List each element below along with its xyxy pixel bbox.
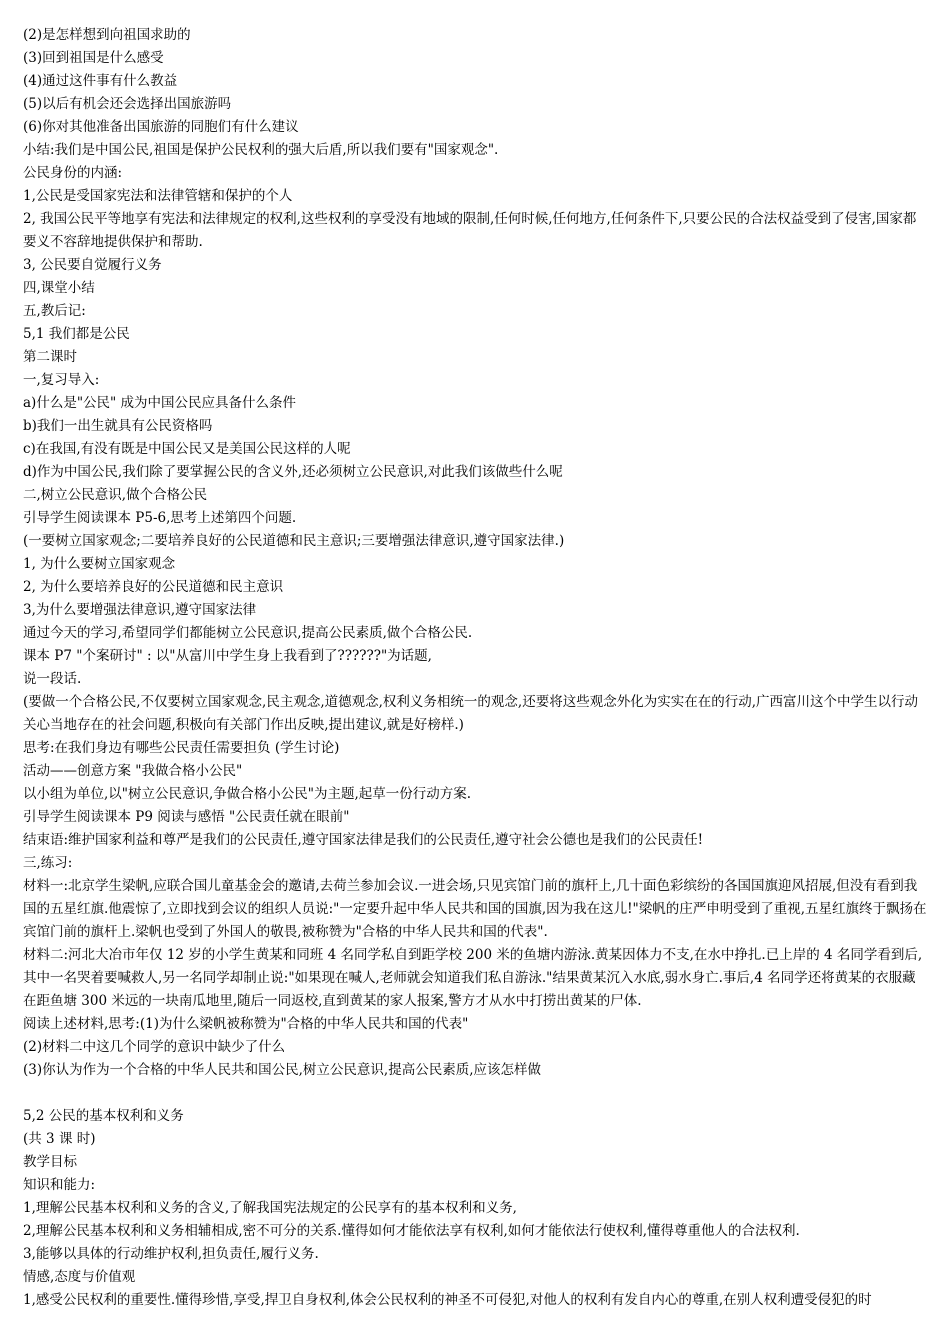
text-line: 教学目标 <box>23 1154 77 1170</box>
text-line: 以小组为单位,以"树立公民意识,争做合格小公民"为主题,起草一份行动方案. <box>23 786 472 802</box>
text-line: d)作为中国公民,我们除了要掌握公民的含义外,还必须树立公民意识,对此我们该做些什么呢 <box>23 464 563 480</box>
text-line: 一,复习导入: <box>23 372 100 388</box>
text-line: (6)你对其他准备出国旅游的同胞们有什么建议 <box>23 119 299 135</box>
text-line: 说一段话. <box>23 671 82 687</box>
text-line: (2)材料二中这几个同学的意识中缺少了什么 <box>23 1039 286 1055</box>
text-line: 3,为什么要增强法律意识,遵守国家法律 <box>23 602 257 618</box>
text-line: c)在我国,有没有既是中国公民又是美国公民这样的人呢 <box>23 441 351 457</box>
text-line: b)我们一出生就具有公民资格吗 <box>23 418 213 434</box>
text-line: 小结:我们是中国公民,祖国是保护公民权利的强大后盾,所以我们要有"国家观念". <box>23 142 499 158</box>
text-line: a)什么是"公民" 成为中国公民应具备什么条件 <box>23 395 297 411</box>
text-line: 思考:在我们身边有哪些公民责任需要担负 (学生讨论) <box>23 740 340 756</box>
text-line: 1, 为什么要树立国家观念 <box>23 556 176 572</box>
text-line: 2, 我国公民平等地享有宪法和法律规定的权利,这些权利的享受没有地域的限制,任何时候,任何地方,任何条件下,只要公民的合法权益受到了侵害,国家都要义不容辞地提供保护和帮助. <box>23 211 917 250</box>
text-line: 四,课堂小结 <box>23 280 95 296</box>
text-line: 知识和能力: <box>23 1177 96 1193</box>
text-line: 1,公民是受国家宪法和法律管辖和保护的个人 <box>23 188 293 204</box>
text-line: (一要树立国家观念;二要培养良好的公民道德和民主意识;三要增强法律意识,遵守国家法律.) <box>23 533 565 549</box>
text-line: 二,树立公民意识,做个合格公民 <box>23 487 208 503</box>
text-line: 2,理解公民基本权利和义务相辅相成,密不可分的关系.懂得如何才能依法享有权利,如何才能依法行使权利,懂得尊重他人的合法权利. <box>23 1223 800 1239</box>
text-line: (共 3 课 时) <box>23 1131 96 1147</box>
text-line: 1,理解公民基本权利和义务的含义,了解我国宪法规定的公民享有的基本权利和义务, <box>23 1200 517 1216</box>
text-line: (5)以后有机会还会选择出国旅游吗 <box>23 96 232 112</box>
text-line: (3)回到祖国是什么感受 <box>23 50 164 66</box>
text-line: 1,感受公民权利的重要性.懂得珍惜,享受,捍卫自身权利,体会公民权利的神圣不可侵犯,对他人的权利有发自内心的尊重,在别人权利遭受侵犯的时 <box>23 1292 872 1308</box>
text-line: 材料一:北京学生梁帆,应联合国儿童基金会的邀请,去荷兰参加会议.一进会场,只见宾馆门前的旗杆上,几十面色彩缤纷的各国国旗迎风招展,但没有看到我国的五星红旗.他震惊了,立即找到会议的组织人员说:"一定要升起中华人民共和国的国旗,因为我在这儿!"梁帆的庄严申明受到了重视,五星红旗终于飘扬在宾馆门前的旗杆上.梁帆也受到了外国人的敬畏,被称赞为"合格的中华人民共和国的代表". <box>23 878 927 940</box>
text-line: 公民身份的内涵: <box>23 165 123 181</box>
text-line: (4)通过这件事有什么教益 <box>23 73 178 89</box>
text-line: 5,2 公民的基本权利和义务 <box>23 1108 184 1124</box>
text-line: 活动——创意方案 "我做合格小公民" <box>23 763 243 779</box>
text-line: 结束语:维护国家利益和尊严是我们的公民责任,遵守国家法律是我们的公民责任,遵守社会公德也是我们的公民责任! <box>23 832 704 848</box>
text-line: 3, 公民要自觉履行义务 <box>23 257 162 273</box>
text-line: 引导学生阅读课本 P9 阅读与感悟 "公民责任就在眼前" <box>23 809 350 825</box>
text-line: (3)你认为作为一个合格的中华人民共和国公民,树立公民意识,提高公民素质,应该怎样做 <box>23 1062 541 1078</box>
text-line: 引导学生阅读课本 P5-6,思考上述第四个问题. <box>23 510 297 526</box>
text-line: 通过今天的学习,希望同学们都能树立公民意识,提高公民素质,做个合格公民. <box>23 625 473 641</box>
text-line: 2, 为什么要培养良好的公民道德和民主意识 <box>23 579 284 595</box>
text-line: 三,练习: <box>23 855 73 871</box>
text-line: 情感,态度与价值观 <box>23 1269 136 1285</box>
text-line: (2)是怎样想到向祖国求助的 <box>23 27 191 43</box>
text-line: 第二课时 <box>23 349 77 365</box>
text-line: 3,能够以具体的行动维护权利,担负责任,履行义务. <box>23 1246 319 1262</box>
text-line: 阅读上述材料,思考:(1)为什么梁帆被称赞为"合格的中华人民共和国的代表" <box>23 1016 469 1032</box>
text-line: (要做一个合格公民,不仅要树立国家观念,民主观念,道德观念,权利义务相统一的观念,还要将这些观念外化为实实在在的行动,广西富川这个中学生以行动关心当地存在的社会问题,积极向有关部门作出反映,提出建议,就是好榜样.) <box>23 694 919 733</box>
text-line: 五,教后记: <box>23 303 86 319</box>
text-line: 5,1 我们都是公民 <box>23 326 130 342</box>
text-line: 课本 P7 "个案研讨" : 以"从富川中学生身上我看到了??????"为话题, <box>23 648 432 664</box>
text-line: 材料二:河北大冶市年仅 12 岁的小学生黄某和同班 4 名同学私自到距学校 200 米的鱼塘内游泳.黄某因体力不支,在水中挣扎.已上岸的 4 名同学看到后,其中一名哭着要喊救人,另一名同学却制止说:"如果现在喊人,老师就会知道我们私自游泳."结果黄某沉入水底,弱水身亡.事后,4 名同学还将黄某的衣服藏在距鱼塘 300 米远的一块南瓜地里,随后一同返校,直到黄某的家人报案,警方才从水中打捞出黄某的尸体. <box>23 947 923 1009</box>
blank-line <box>23 1082 928 1105</box>
document-body <box>23 24 928 1312</box>
